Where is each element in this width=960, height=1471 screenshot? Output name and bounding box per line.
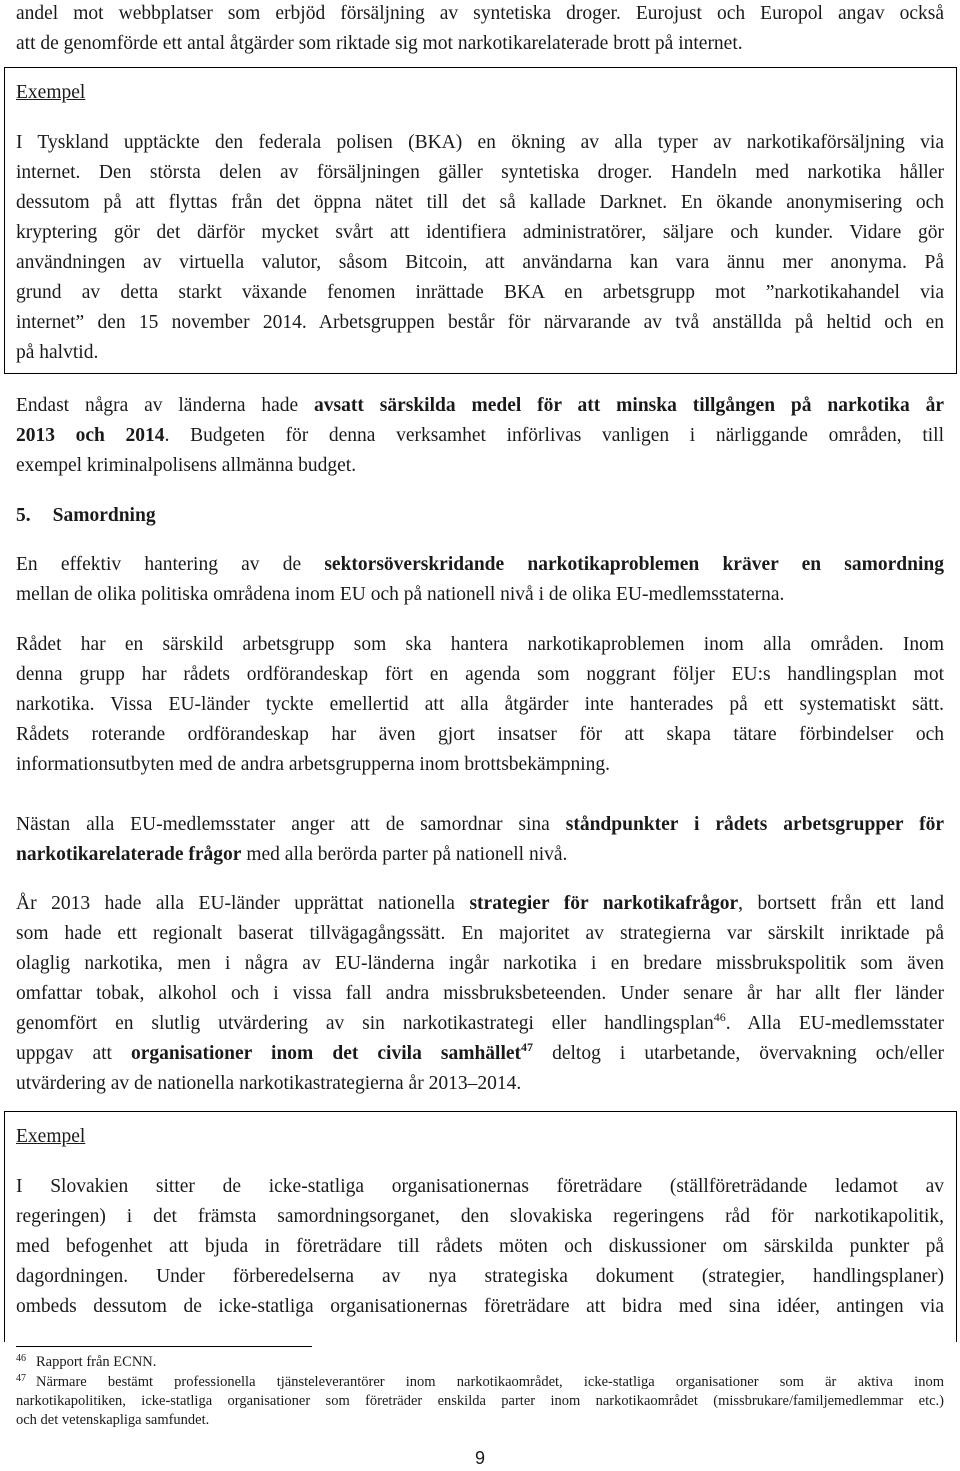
footnote-47: $^{47}$ Närmare bestämt professionella tjänsteleverantörer inom narkotikaområdet, icke-statliga organisationer som är aktiva inom [16,1373,944,1390]
text-line: uppgav att organisationer inom det civila samhället$^{47}$ deltog i utarbetande, övervakning och/eller [16,1040,944,1064]
page-number: 9 [474,1448,485,1468]
text-line: användningen av virtuella valutor, såsom Bitcoin, att användarna kan vara ännu mer anonyma. På [16,252,944,273]
text-line: I Tyskland upptäckte den federala polisen (BKA) en ökning av alla typer av narkotikaförsäljning via [16,132,944,153]
footnote-separator [16,1346,312,1347]
text-line: År 2013 hade alla EU-länder upprättat nationella strategier för narkotikafrågor, bortsett från ett land [16,893,944,914]
text-line: Nästan alla EU-medlemsstater anger att de samordnar sina ståndpunkter i rådets arbetsgrupper för [16,814,945,835]
text-line: genomfört en slutlig utvärdering av sin narkotikastrategi eller handlingsplan$^{46}$. Alla EU-medlemsstater [16,1010,944,1034]
text-line: internet” den 15 november 2014. Arbetsgruppen består för närvarande av två anställda på heltid och en [16,312,944,333]
text-line: olaglig narkotika, men i några av EU-länderna ingår narkotika i en bredare missbrukspolitik som även [16,953,944,974]
text-line: narkotikarelaterade frågor med alla berörda parter på nationell nivå. [16,844,568,865]
section-heading: 5. Samordning [16,505,156,526]
footnote-47-cont: narkotikapolitiken, icke-statliga organisationer som företräder enskilda parter inom narkotikaområdet (missbrukare/familjemedlemmar etc.) [16,1393,944,1409]
text-line: utvärdering av de nationella narkotikastrategierna år 2013–2014. [16,1073,522,1094]
example-heading: Exempel [16,82,86,103]
text-line: En effektiv hantering av de sektorsöverskridande narkotikaproblemen kräver en samordning [16,554,944,575]
text-line: narkotika. Vissa EU-länder tyckte emellertid att alla åtgärder inte hanterades på ett systematiskt sätt. [16,694,944,715]
text-line: Endast några av länderna hade avsatt särskilda medel för att minska tillgången på narkotika år [16,395,944,416]
footnote-ref-46[interactable]: 46 [713,1010,726,1024]
text-line: denna grupp har rådets ordförandeskap fört en agenda som noggrant följer EU:s handlingsplan mot [16,664,944,685]
text-line: omfattar tobak, alkohol och i vissa fall andra missbruksbeteenden. Under senare år har allt fler länder [16,983,944,1004]
example-heading: Exempel [16,1126,86,1147]
text-line: kryptering gör det därför mycket svårt att identifiera administratörer, säljare och kunder. Vidare gör [16,222,944,243]
text-line: på halvtid. [16,342,99,363]
text-line: grund av detta starkt växande fenomen inrättade BKA en arbetsgrupp mot ”narkotikahandel via [16,282,944,303]
text-line: med befogenhet att bjuda in företrädare till rådets möten och diskussioner om särskilda punkter på [16,1236,944,1257]
text-line: Rådets roterande ordförandeskap har även gjort insatser för att skapa tätare förbindelser och [16,724,944,745]
text-line: mellan de olika politiska områdena inom EU och på nationell nivå i de olika EU-medlemsstaterna. [16,584,785,605]
text-line: dessutom på att flyttas från det öppna nätet till det så kallade Darknet. En ökande anonymisering och [16,192,944,213]
text-line: informationsutbyten med de andra arbetsgrupperna inom brottsbekämpning. [16,754,611,775]
text-line: exempel kriminalpolisens allmänna budget. [16,455,357,476]
text-line: Rådet har en särskild arbetsgrupp som ska hantera narkotikaproblemen inom alla områden. Inom [16,634,944,655]
footnote-47-cont: och det vetenskapliga samfundet. [16,1412,210,1428]
footnote-ref-47[interactable]: 47 [521,1040,534,1054]
text-line: internet. Den största delen av försäljningen gäller syntetiska droger. Handeln med narkotika håller [16,162,944,183]
text-line: att de genomförde ett antal åtgärder som riktade sig mot narkotikarelaterade brott på internet. [16,33,743,54]
text-line: som hade ett regionalt baserat tillvägagångssätt. En majoritet av strategierna var särskilt inriktade på [16,923,944,944]
text-line: 2013 och 2014. Budgeten för denna verksamhet införlivas vanligen i närliggande områden, till [16,425,944,446]
footnote-46: $^{46}$ Rapport från ECNN. [16,1353,157,1370]
text-line: I Slovakien sitter de icke-statliga organisationernas företrädare (ställföreträdande ledamot av [16,1176,944,1197]
text-line: dagordningen. Under förberedelserna av nya strategiska dokument (strategier, handlingsplaner) [16,1266,944,1287]
text-line: regeringen) i det främsta samordningsorganet, den slovakiska regeringens råd för narkotikapolitik, [16,1206,944,1227]
text-line: ombeds dessutom de icke-statliga organisationernas företrädare att bidra med sina idéer, antingen via [16,1296,944,1317]
text-line: andel mot webbplatser som erbjöd försäljning av syntetiska droger. Eurojust och Europol angav också [16,3,944,24]
